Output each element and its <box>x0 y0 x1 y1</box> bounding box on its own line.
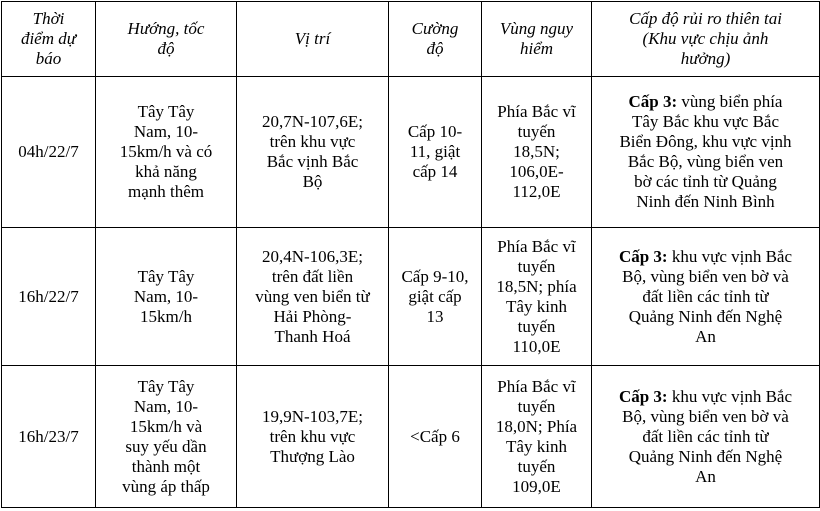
risk-area-text: vùng biển phía Tây Bắc khu vực Bắc Biển Đông, khu vực vịnh Bắc Bộ, vùng biển ven bờ các tỉnh từ Quảng Ninh đến Ninh Bình <box>619 92 792 211</box>
table-row <box>2 228 820 366</box>
header-risk-level: Cấp độ rủi ro thiên tai (Khu vực chịu ảnh hưởng) <box>592 2 820 77</box>
table-row <box>2 366 820 508</box>
cell-risk <box>592 228 820 366</box>
forecast-table <box>1 1 820 508</box>
header-direction: Hướng, tốc độ <box>96 2 237 77</box>
header-danger-zone: Vùng nguy hiểm <box>482 2 592 77</box>
cell-time: 16h/22/7 <box>2 228 96 366</box>
table-row <box>2 77 820 228</box>
cell-direction: Tây Tây Nam, 10- 15km/h và có khả năng mạnh thêm <box>96 77 237 228</box>
cell-danger-zone: Phía Bắc vĩ tuyến 18,0N; Phía Tây kinh tuyến 109,0E <box>482 366 592 508</box>
risk-area-text: khu vực vịnh Bắc Bộ, vùng biển ven bờ và đất liền các tỉnh từ Quảng Ninh đến Nghệ An <box>622 386 793 486</box>
cell-danger-zone: Phía Bắc vĩ tuyến 18,5N; phía Tây kinh tuyến 110,0E <box>482 228 592 366</box>
risk-level-label: Cấp 3: <box>628 92 678 111</box>
cell-intensity: <Cấp 6 <box>389 366 482 508</box>
header-position: Vị trí <box>237 2 389 77</box>
cell-position: 20,7N-107,6E; trên khu vực Bắc vịnh Bắc Bộ <box>237 77 389 228</box>
cell-intensity: Cấp 9-10, giật cấp 13 <box>389 228 482 366</box>
cell-intensity: Cấp 10- 11, giật cấp 14 <box>389 77 482 228</box>
risk-level-label: Cấp 3: <box>618 386 668 406</box>
header-time: Thời điểm dự báo <box>2 2 96 77</box>
risk-area-text: khu vực vịnh Bắc Bộ, vùng biển ven bờ và đất liền các tỉnh từ Quảng Ninh đến Nghệ An <box>622 246 793 346</box>
cell-time: 04h/22/7 <box>2 77 96 228</box>
cell-danger-zone: Phía Bắc vĩ tuyến 18,5N; 106,0E- 112,0E <box>482 77 592 228</box>
cell-direction: Tây Tây Nam, 10- 15km/h <box>96 228 237 366</box>
risk-level-label: Cấp 3: <box>618 246 668 266</box>
header-row <box>2 2 820 77</box>
cell-direction: Tây Tây Nam, 10- 15km/h và suy yếu dần thành một vùng áp thấp <box>96 366 237 508</box>
cell-risk <box>592 366 820 508</box>
header-intensity: Cường độ <box>389 2 482 77</box>
cell-position: 19,9N-103,7E; trên khu vực Thượng Lào <box>237 366 389 508</box>
cell-time: 16h/23/7 <box>2 366 96 508</box>
cell-position: 20,4N-106,3E; trên đất liền vùng ven biển từ Hải Phòng- Thanh Hoá <box>237 228 389 366</box>
cell-risk <box>592 77 820 228</box>
